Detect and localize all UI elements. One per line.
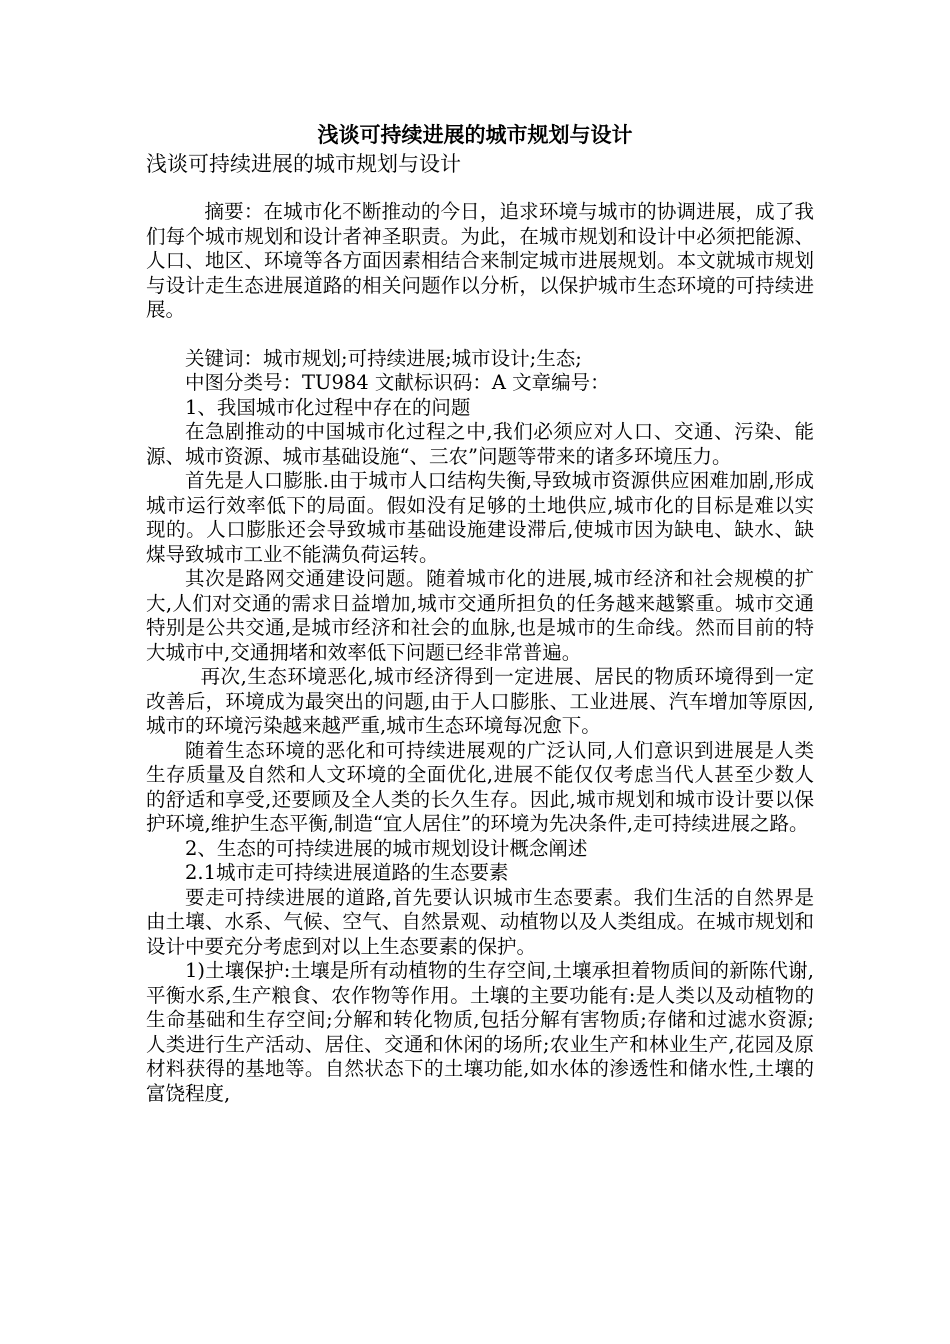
section-heading-1: 1、我国城市化过程中存在的问题: [185, 395, 471, 419]
document-subtitle: 浅谈可持续进展的城市规划与设计: [146, 152, 461, 176]
spacer: [146, 323, 814, 347]
body-paragraph: 随着生态环境的恶化和可持续进展观的广泛认同,人们意识到进展是人类生存质量及自然和人文环境的全面优化,进展不能仅仅考虑当代人甚至少数人的舒适和享受,还要顾及全人类的长久生存。因此,城市规划和城市设计要以保护环境,维护生态平衡,制造“宜人居住”的环境为先决条件,走可持续进展之路。: [146, 738, 814, 835]
body-paragraph: 在急剧推动的中国城市化过程之中,我们必须应对人口、交通、污染、能源、城市资源、城市基础设施“、三农”问题等带来的诸多环境压力。: [146, 420, 814, 468]
document-title: 浅谈可持续进展的城市规划与设计: [317, 122, 633, 147]
body-paragraph: 其次是路网交通建设问题。随着城市化的进展,城市经济和社会规模的扩大,人们对交通的需求日益增加,城市交通所担负的任务越来越繁重。城市交通特别是公共交通,是城市经济和社会的血脉,也是城市的生命线。然而目前的特大城市中,交通拥堵和效率低下问题已经非常普遍。: [146, 567, 814, 664]
section-heading-2-1: 2.1城市走可持续进展道路的生态要素: [185, 861, 509, 884]
body-paragraph: 要走可持续进展的道路,首先要认识城市生态要素。我们生活的自然界是由土壤、水系、气候、空气、自然景观、动植物以及人类组成。在城市规划和设计中要充分考虑到对以上生态要素的保护。: [146, 885, 814, 958]
document-body: [146, 200, 814, 1106]
keywords-line: 关键词：城市规划;可持续进展;城市设计;生态;: [185, 346, 582, 370]
body-paragraph: 首先是人口膨胀.由于城市人口结构失衡,导致城市资源供应困难加剧,形成城市运行效率低下的局面。假如没有足够的土地供应,城市化的目标是难以实现的。人口膨胀还会导致城市基础设施建设滞后,使城市因为缺电、缺水、缺煤导致城市工业不能满负荷运转。: [146, 469, 814, 566]
abstract-paragraph: 摘要：在城市化不断推动的今日，追求环境与城市的协调进展，成了我们每个城市规划和设计者神圣职责。为此，在城市规划和设计中必须把能源、人口、地区、环境等各方面因素相结合来制定城市进展规划。本文就城市规划与设计走生态进展道路的相关问题作以分析，以保护城市生态环境的可持续进展。: [146, 200, 814, 321]
body-paragraph: 1)土壤保护:土壤是所有动植物的生存空间,土壤承担着物质间的新陈代谢,平衡水系,生产粮食、农作物等作用。土壤的主要功能有:是人类以及动植物的生命基础和生存空间;分解和转化物质,包括分解有害物质;存储和过滤水资源;人类进行生产活动、居住、交通和休闲的场所;农业生产和林业生产,花园及原材料获得的基地等。自然状态下的土壤功能,如水体的渗透性和储水性,土壤的富饶程度,: [146, 959, 814, 1105]
section-heading-2: 2、生态的可持续进展的城市规划设计概念阐述: [185, 836, 588, 860]
classification-line: 中图分类号：TU984 文献标识码：A 文章编号：: [185, 371, 610, 394]
body-paragraph: 再次,生态环境恶化,城市经济得到一定进展、居民的物质环境得到一定改善后，环境成为最突出的问题,由于人口膨胀、工业进展、汽车增加等原因,城市的环境污染越来越严重,城市生态环境每况愈下。: [146, 665, 814, 737]
